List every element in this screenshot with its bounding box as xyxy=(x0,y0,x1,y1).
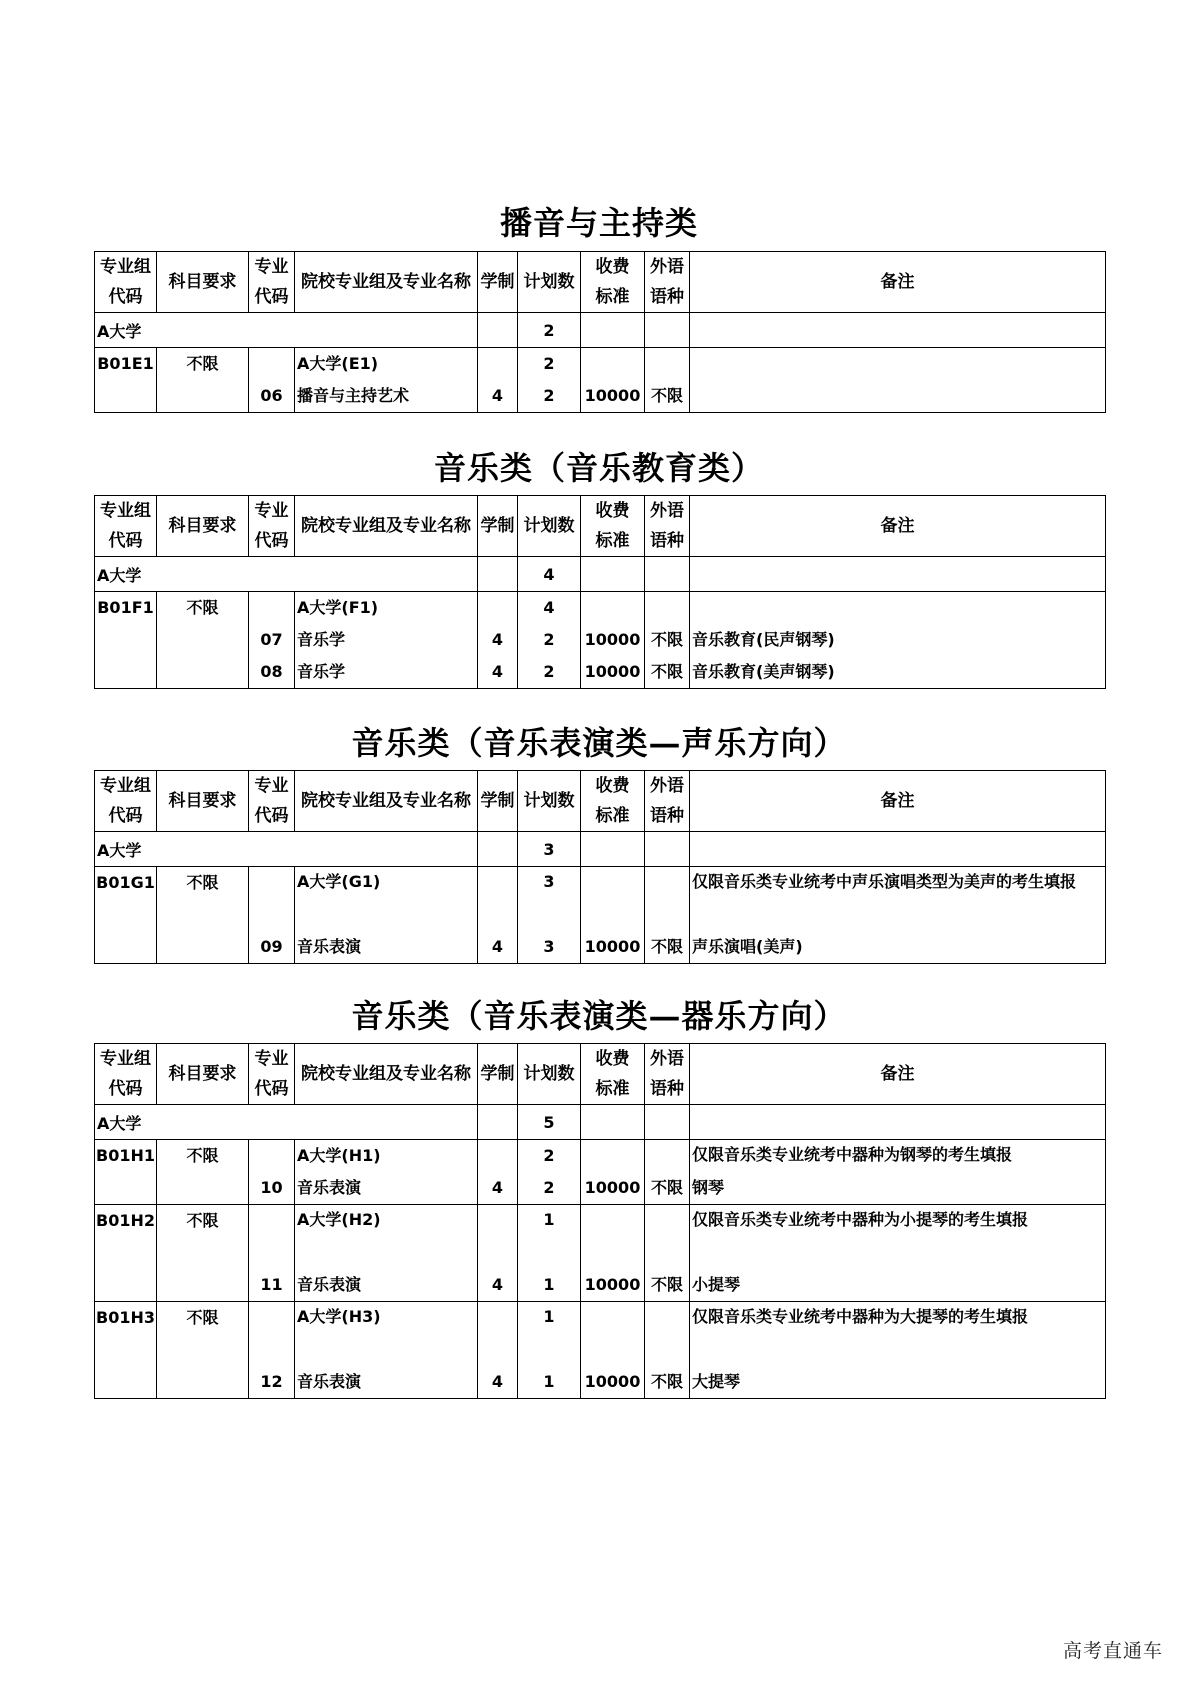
duration-cell xyxy=(478,592,518,689)
major-language: 不限 xyxy=(650,630,683,649)
empty-cell xyxy=(581,1105,645,1140)
group-code: B01H3 xyxy=(95,1302,157,1399)
major-code: 10 xyxy=(260,1178,283,1197)
header-duration: 学制 xyxy=(478,252,518,313)
empty-cell xyxy=(581,557,645,592)
language-cell xyxy=(645,1140,690,1205)
header-row xyxy=(95,496,1106,557)
subject-requirement: 不限 xyxy=(157,867,249,964)
empty-cell xyxy=(645,557,690,592)
note-cell: 仅限音乐类专业统考中器种为大提琴的考生填报 大提琴 xyxy=(690,1302,1106,1399)
name-cell: A大学(E1) 播音与主持艺术 xyxy=(295,348,478,413)
major-language: 不限 xyxy=(650,662,683,681)
school-plan: 2 xyxy=(518,313,581,348)
header-fee: 收费 标准 xyxy=(581,252,645,313)
major-name: 音乐表演 xyxy=(297,937,362,956)
major-duration: 4 xyxy=(491,386,504,405)
plan-cell: 1 1 xyxy=(518,1205,581,1302)
header-name: 院校专业组及专业名称 xyxy=(295,252,478,313)
header-major-code: 专业 代码 xyxy=(249,771,295,832)
major-code: 11 xyxy=(260,1275,283,1294)
section-title: 音乐类（音乐教育类） xyxy=(433,449,764,487)
group-code: B01H2 xyxy=(95,1205,157,1302)
duration-cell xyxy=(478,1302,518,1399)
header-group-code: 专业组 代码 xyxy=(95,771,157,832)
note-cell: 仅限音乐类专业统考中器种为小提琴的考生填报 小提琴 xyxy=(690,1205,1106,1302)
school-row xyxy=(95,832,1106,867)
school-plan: 5 xyxy=(518,1105,581,1140)
header-subject-req: 科目要求 xyxy=(157,1044,249,1105)
school-row xyxy=(95,313,1106,348)
header-fee: 收费 标准 xyxy=(581,771,645,832)
school-row xyxy=(95,1105,1106,1140)
major-code-cell xyxy=(249,1140,295,1205)
header-note: 备注 xyxy=(690,252,1106,313)
header-row xyxy=(95,771,1106,832)
major-plan: 2 xyxy=(543,630,555,649)
note-cell: 仅限音乐类专业统考中声乐演唱类型为美声的考生填报 声乐演唱(美声) xyxy=(690,867,1106,964)
subject-requirement: 不限 xyxy=(157,1302,249,1399)
name-cell: A大学(G1) 音乐表演 xyxy=(295,867,478,964)
section-title: 播音与主持类 xyxy=(499,204,698,242)
header-major-code: 专业 代码 xyxy=(249,1044,295,1105)
major-language: 不限 xyxy=(650,1178,683,1197)
major-name: 音乐表演 xyxy=(297,1275,362,1294)
name-cell: A大学(H1) 音乐表演 xyxy=(295,1140,478,1205)
language-cell xyxy=(645,592,690,689)
major-duration: 4 xyxy=(491,662,504,681)
major-language: 不限 xyxy=(650,386,683,405)
major-language: 不限 xyxy=(650,1275,683,1294)
plan-cell: 4 2 2 xyxy=(518,592,581,689)
major-name: 音乐表演 xyxy=(297,1372,362,1391)
language-cell xyxy=(645,1302,690,1399)
duration-cell xyxy=(478,867,518,964)
group-code: B01H1 xyxy=(95,1140,157,1205)
duration-cell xyxy=(478,1140,518,1205)
note-cell xyxy=(690,592,1106,689)
major-duration: 4 xyxy=(491,937,504,956)
header-group-code: 专业组 代码 xyxy=(95,252,157,313)
header-major-code: 专业 代码 xyxy=(249,496,295,557)
group-code: B01G1 xyxy=(95,867,157,964)
header-group-code: 专业组 代码 xyxy=(95,496,157,557)
subject-requirement: 不限 xyxy=(157,592,249,689)
school-name: A大学 xyxy=(95,832,478,867)
fee-cell xyxy=(581,1140,645,1205)
major-language: 不限 xyxy=(650,1372,683,1391)
header-plan: 计划数 xyxy=(518,252,581,313)
subject-requirement: 不限 xyxy=(157,1140,249,1205)
header-note: 备注 xyxy=(690,771,1106,832)
empty-cell xyxy=(645,1105,690,1140)
header-subject-req: 科目要求 xyxy=(157,496,249,557)
fee-cell xyxy=(581,348,645,413)
header-note: 备注 xyxy=(690,1044,1106,1105)
fee-cell xyxy=(581,867,645,964)
major-note: 音乐教育(美声钢琴) xyxy=(692,662,835,681)
empty-cell xyxy=(478,557,518,592)
major-code: 08 xyxy=(260,662,283,681)
major-plan: 1 xyxy=(543,1275,555,1294)
admission-plan-table xyxy=(94,251,1106,413)
empty-cell xyxy=(478,832,518,867)
header-language: 外语 语种 xyxy=(645,496,690,557)
major-note: 小提琴 xyxy=(692,1275,741,1294)
major-code-cell xyxy=(249,592,295,689)
admission-plan-table xyxy=(94,1043,1106,1399)
group-row xyxy=(95,348,1106,413)
section-title: 音乐类（音乐表演类—器乐方向） xyxy=(351,997,847,1035)
header-fee: 收费 标准 xyxy=(581,1044,645,1105)
major-name: 音乐学 xyxy=(297,630,346,649)
note-cell: 仅限音乐类专业统考中器种为钢琴的考生填报 钢琴 xyxy=(690,1140,1106,1205)
major-note xyxy=(692,380,1105,412)
plan-cell: 2 2 xyxy=(518,348,581,413)
major-name: 音乐表演 xyxy=(297,1178,362,1197)
note-cell xyxy=(690,348,1106,413)
major-note: 大提琴 xyxy=(692,1372,741,1391)
empty-cell xyxy=(581,832,645,867)
header-subject-req: 科目要求 xyxy=(157,252,249,313)
empty-cell xyxy=(581,313,645,348)
language-cell xyxy=(645,1205,690,1302)
empty-cell xyxy=(645,832,690,867)
major-code-cell xyxy=(249,348,295,413)
major-code-cell xyxy=(249,1205,295,1302)
header-language: 外语 语种 xyxy=(645,252,690,313)
major-plan: 2 xyxy=(543,386,555,405)
section-title: 音乐类（音乐表演类—声乐方向） xyxy=(351,724,847,762)
major-code-cell xyxy=(249,1302,295,1399)
group-row xyxy=(95,1205,1106,1302)
header-duration: 学制 xyxy=(478,771,518,832)
major-fee: 10000 xyxy=(584,386,641,405)
fee-cell xyxy=(581,1302,645,1399)
school-plan: 3 xyxy=(518,832,581,867)
header-plan: 计划数 xyxy=(518,1044,581,1105)
header-row xyxy=(95,252,1106,313)
major-plan: 3 xyxy=(543,937,555,956)
watermark: 高考直通车 xyxy=(1062,1640,1163,1662)
group-row xyxy=(95,1140,1106,1205)
language-cell xyxy=(645,348,690,413)
header-plan: 计划数 xyxy=(518,771,581,832)
header-name: 院校专业组及专业名称 xyxy=(295,496,478,557)
major-language: 不限 xyxy=(650,937,683,956)
major-fee: 10000 xyxy=(584,1178,641,1197)
major-fee: 10000 xyxy=(584,937,641,956)
empty-cell xyxy=(478,1105,518,1140)
major-fee: 10000 xyxy=(584,662,641,681)
language-cell xyxy=(645,867,690,964)
group-code: B01F1 xyxy=(95,592,157,689)
group-code: B01E1 xyxy=(95,348,157,413)
header-duration: 学制 xyxy=(478,496,518,557)
major-code-cell xyxy=(249,867,295,964)
header-row xyxy=(95,1044,1106,1105)
fee-cell xyxy=(581,1205,645,1302)
group-row xyxy=(95,1302,1106,1399)
major-fee: 10000 xyxy=(584,1372,641,1391)
major-plan: 2 xyxy=(543,1178,555,1197)
header-fee: 收费 标准 xyxy=(581,496,645,557)
major-duration: 4 xyxy=(491,1275,504,1294)
plan-cell: 3 3 xyxy=(518,867,581,964)
major-code: 12 xyxy=(260,1372,283,1391)
header-name: 院校专业组及专业名称 xyxy=(295,1044,478,1105)
name-cell: A大学(H2) 音乐表演 xyxy=(295,1205,478,1302)
plan-cell: 2 2 xyxy=(518,1140,581,1205)
major-plan: 1 xyxy=(543,1372,555,1391)
subject-requirement: 不限 xyxy=(157,1205,249,1302)
major-duration: 4 xyxy=(491,1372,504,1391)
header-group-code: 专业组 代码 xyxy=(95,1044,157,1105)
plan-cell: 1 1 xyxy=(518,1302,581,1399)
major-name: 播音与主持艺术 xyxy=(297,386,410,405)
school-name: A大学 xyxy=(95,557,478,592)
header-subject-req: 科目要求 xyxy=(157,771,249,832)
header-language: 外语 语种 xyxy=(645,1044,690,1105)
header-duration: 学制 xyxy=(478,1044,518,1105)
major-note: 音乐教育(民声钢琴) xyxy=(692,630,835,649)
major-note: 声乐演唱(美声) xyxy=(692,937,803,956)
header-language: 外语 语种 xyxy=(645,771,690,832)
name-cell: A大学(F1) 音乐学 音乐学 xyxy=(295,592,478,689)
group-row xyxy=(95,867,1106,964)
school-row xyxy=(95,557,1106,592)
major-fee: 10000 xyxy=(584,630,641,649)
header-major-code: 专业 代码 xyxy=(249,252,295,313)
group-row xyxy=(95,592,1106,689)
header-note: 备注 xyxy=(690,496,1106,557)
school-name: A大学 xyxy=(95,313,478,348)
fee-cell xyxy=(581,592,645,689)
school-plan: 4 xyxy=(518,557,581,592)
duration-cell xyxy=(478,1205,518,1302)
major-code: 07 xyxy=(260,630,283,649)
duration-cell xyxy=(478,348,518,413)
admission-plan-table xyxy=(94,770,1106,964)
major-fee: 10000 xyxy=(584,1275,641,1294)
major-plan: 2 xyxy=(543,662,555,681)
header-plan: 计划数 xyxy=(518,496,581,557)
empty-cell xyxy=(690,1105,1106,1140)
empty-cell xyxy=(690,832,1106,867)
empty-cell xyxy=(645,313,690,348)
major-note: 钢琴 xyxy=(692,1178,725,1197)
empty-cell xyxy=(478,313,518,348)
subject-requirement: 不限 xyxy=(157,348,249,413)
major-name: 音乐学 xyxy=(297,662,346,681)
empty-cell xyxy=(690,313,1106,348)
major-code: 09 xyxy=(260,937,283,956)
admission-plan-table xyxy=(94,495,1106,689)
header-name: 院校专业组及专业名称 xyxy=(295,771,478,832)
major-duration: 4 xyxy=(491,1178,504,1197)
major-duration: 4 xyxy=(491,630,504,649)
school-name: A大学 xyxy=(95,1105,478,1140)
major-code: 06 xyxy=(260,386,283,405)
empty-cell xyxy=(690,557,1106,592)
name-cell: A大学(H3) 音乐表演 xyxy=(295,1302,478,1399)
